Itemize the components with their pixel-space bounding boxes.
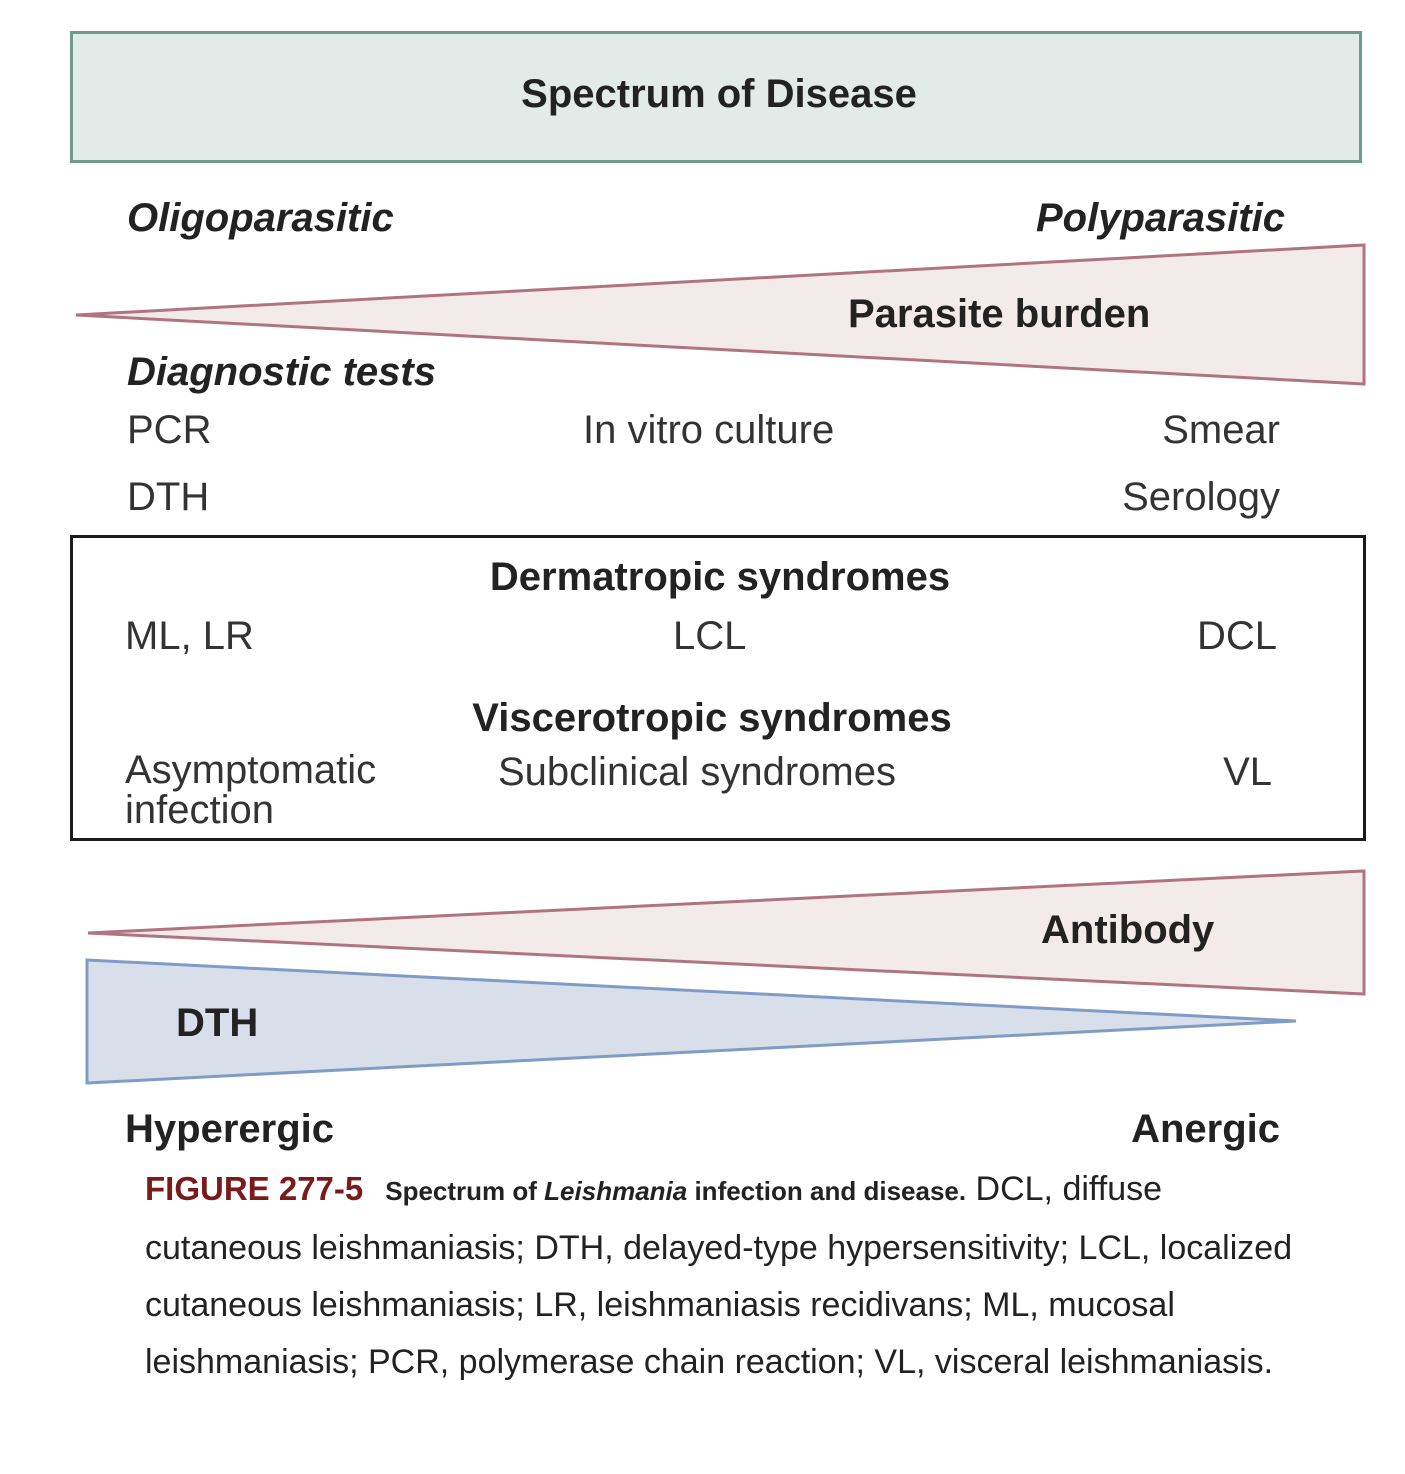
test-dth: DTH [127, 475, 210, 519]
caption-body: DCL, diffuse cutaneous leishmaniasis; DTH, delayed-type hypersensitivity; LCL, localized cutaneous leishmaniasis; LR, leishmaniasis recidivans; ML, mucosal leishmaniasis; PCR, polymerase chain reaction; VL, visceral leishmaniasis. [145, 1170, 1293, 1381]
anergic-label: Anergic [1131, 1107, 1280, 1151]
viscerotropic-heading: Viscerotropic syndromes [472, 696, 952, 740]
caption-title [385, 1176, 966, 1206]
dth-label: DTH [176, 1001, 259, 1045]
caption-title-part1: Spectrum of [385, 1176, 545, 1206]
dermatropic-middle: LCL [673, 614, 747, 658]
test-smear: Smear [1162, 408, 1280, 452]
figure-label: FIGURE 277-5 [145, 1170, 364, 1207]
test-in-vitro-culture: In vitro culture [583, 408, 835, 452]
infection-line: infection [125, 788, 274, 832]
test-serology: Serology [1122, 475, 1280, 519]
viscerotropic-middle: Subclinical syndromes [498, 750, 896, 794]
asymptomatic-line: Asymptomatic [125, 748, 377, 792]
dermatropic-right: DCL [1196, 614, 1277, 658]
test-pcr: PCR [127, 408, 212, 452]
diagnostic-tests-heading: Diagnostic tests [127, 350, 436, 394]
polyparasitic-label: Polyparasitic [1035, 196, 1285, 240]
oligoparasitic-label: Oligoparasitic [127, 196, 394, 240]
antibody-label: Antibody [1041, 908, 1215, 952]
caption-title-italic: Leishmania [544, 1176, 688, 1206]
hyperergic-label: Hyperergic [125, 1107, 334, 1151]
dermatropic-left: ML, LR [125, 614, 254, 658]
caption-title-part2: infection and disease. [687, 1176, 967, 1206]
viscerotropic-right: VL [1223, 750, 1272, 794]
header-title: Spectrum of Disease [521, 72, 917, 116]
parasite-burden-label: Parasite burden [848, 292, 1151, 336]
figure-caption [145, 1160, 1325, 1391]
viscerotropic-left [125, 750, 376, 830]
dermatropic-heading: Dermatropic syndromes [489, 555, 951, 599]
